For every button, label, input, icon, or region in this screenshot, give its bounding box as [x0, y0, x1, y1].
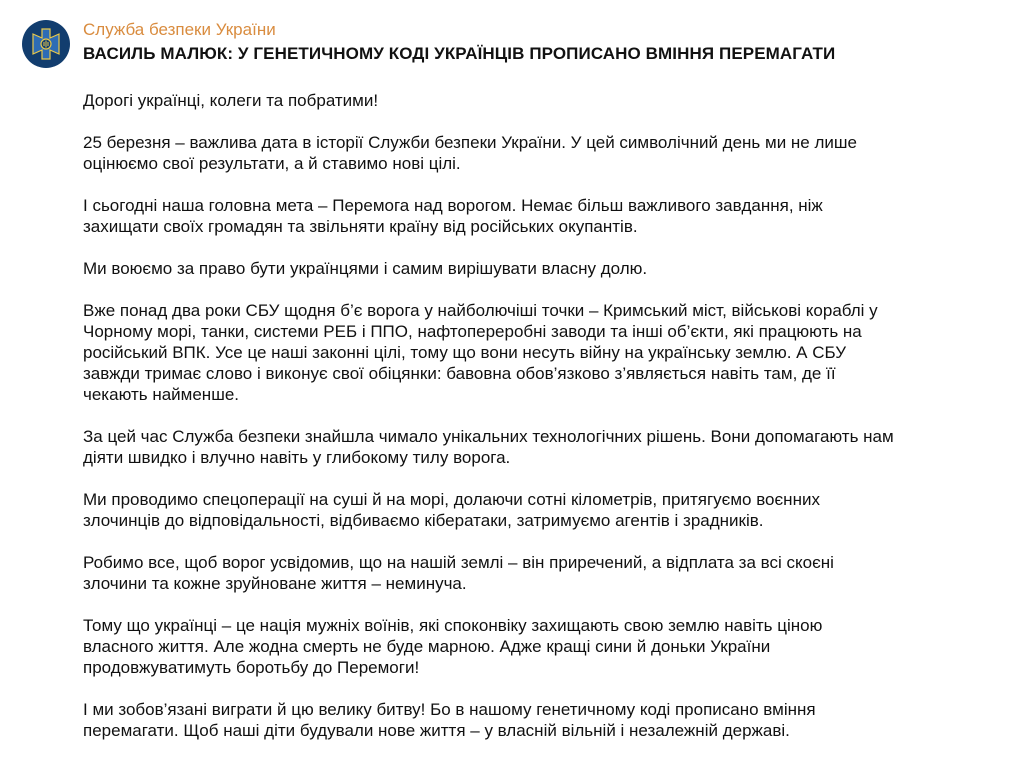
paragraph-line: Ми проводимо спецоперації на суші й на морі, долаючи сотні кілометрів, притягуємо воєнних — [83, 490, 820, 509]
paragraph-line: 25 березня – важлива дата в історії Служби безпеки України. У цей символічний день ми не лише — [83, 133, 857, 152]
paragraph-line: І сьогодні наша головна мета – Перемога над ворогом. Немає більш важливого завдання, ніж — [83, 196, 823, 215]
paragraph-line: Тому що українці – це нація мужніх воїнів, які споконвіку захищають свою землю навіть ціною — [83, 616, 823, 635]
paragraph-line: продовжуватимуть боротьбу до Перемоги! — [83, 658, 420, 677]
post-paragraph — [83, 615, 894, 678]
paragraph-line: Робимо все, щоб ворог усвідомив, що на нашій землі – він приречений, а відплата за всі скоєні — [83, 553, 834, 572]
post-paragraph — [83, 552, 894, 594]
paragraph-line: власного життя. Але жодна смерть не буде марною. Адже кращі сини й доньки України — [83, 637, 771, 656]
paragraph-line: Ми воюємо за право бути українцями і самим вирішувати власну долю. — [83, 259, 648, 278]
paragraph-line: злочинців до відповідальності, відбиваємо кібератаки, затримуємо агентів і зрадників. — [83, 511, 764, 530]
channel-avatar[interactable] — [22, 20, 70, 68]
paragraph-line: За цей час Служба безпеки знайшла чимало унікальних технологічних рішень. Вони допомагають нам — [83, 427, 894, 446]
post-paragraph — [83, 132, 894, 174]
channel-name[interactable]: Служба безпеки України — [83, 20, 276, 39]
post-body — [83, 90, 894, 762]
paragraph-line: завжди тримає слово і виконує свої обіцянки: бавовна обов’язково з’являється навіть там, де її — [83, 364, 836, 383]
post-paragraph — [83, 489, 894, 531]
paragraph-line: оцінюємо свої результати, а й ставимо нові цілі. — [83, 154, 461, 173]
paragraph-line: злочини та кожне зруйноване життя – неминуча. — [83, 574, 467, 593]
paragraph-line: І ми зобов’язані виграти й цю велику битву! Бо в нашому генетичному коді прописано вміння — [83, 700, 816, 719]
paragraph-line: захищати своїх громадян та звільняти країну від російських окупантів. — [83, 217, 638, 236]
paragraph-line: Вже понад два роки СБУ щодня б’є ворога у найболючіші точки – Кримський міст, військові кораблі у — [83, 301, 878, 320]
paragraph-line: російський ВПК. Усе це наші законні цілі, тому що вони несуть війну на українську землю. А СБУ — [83, 343, 847, 362]
post-paragraph — [83, 426, 894, 468]
post-paragraph — [83, 195, 894, 237]
sbu-emblem-icon — [28, 26, 64, 62]
post-paragraph — [83, 300, 894, 405]
post-paragraph — [83, 699, 894, 741]
paragraph-line: перемагати. Щоб наші діти будували нове життя – у власній вільній і незалежній державі. — [83, 721, 790, 740]
paragraph-line: Дорогі українці, колеги та побратими! — [83, 91, 379, 110]
paragraph-line: Чорному морі, танки, системи РЕБ і ППО, нафтопереробні заводи та інші об’єкти, які працюють на — [83, 322, 862, 341]
post-paragraph — [83, 258, 894, 279]
paragraph-line: діяти швидко і влучно навіть у глибокому тилу ворога. — [83, 448, 511, 467]
paragraph-line: чекають найменше. — [83, 385, 240, 404]
post-title: ВАСИЛЬ МАЛЮК: У ГЕНЕТИЧНОМУ КОДІ УКРАЇНЦІВ ПРОПИСАНО ВМІННЯ ПЕРЕМАГАТИ — [83, 44, 836, 63]
post-paragraph — [83, 90, 894, 111]
